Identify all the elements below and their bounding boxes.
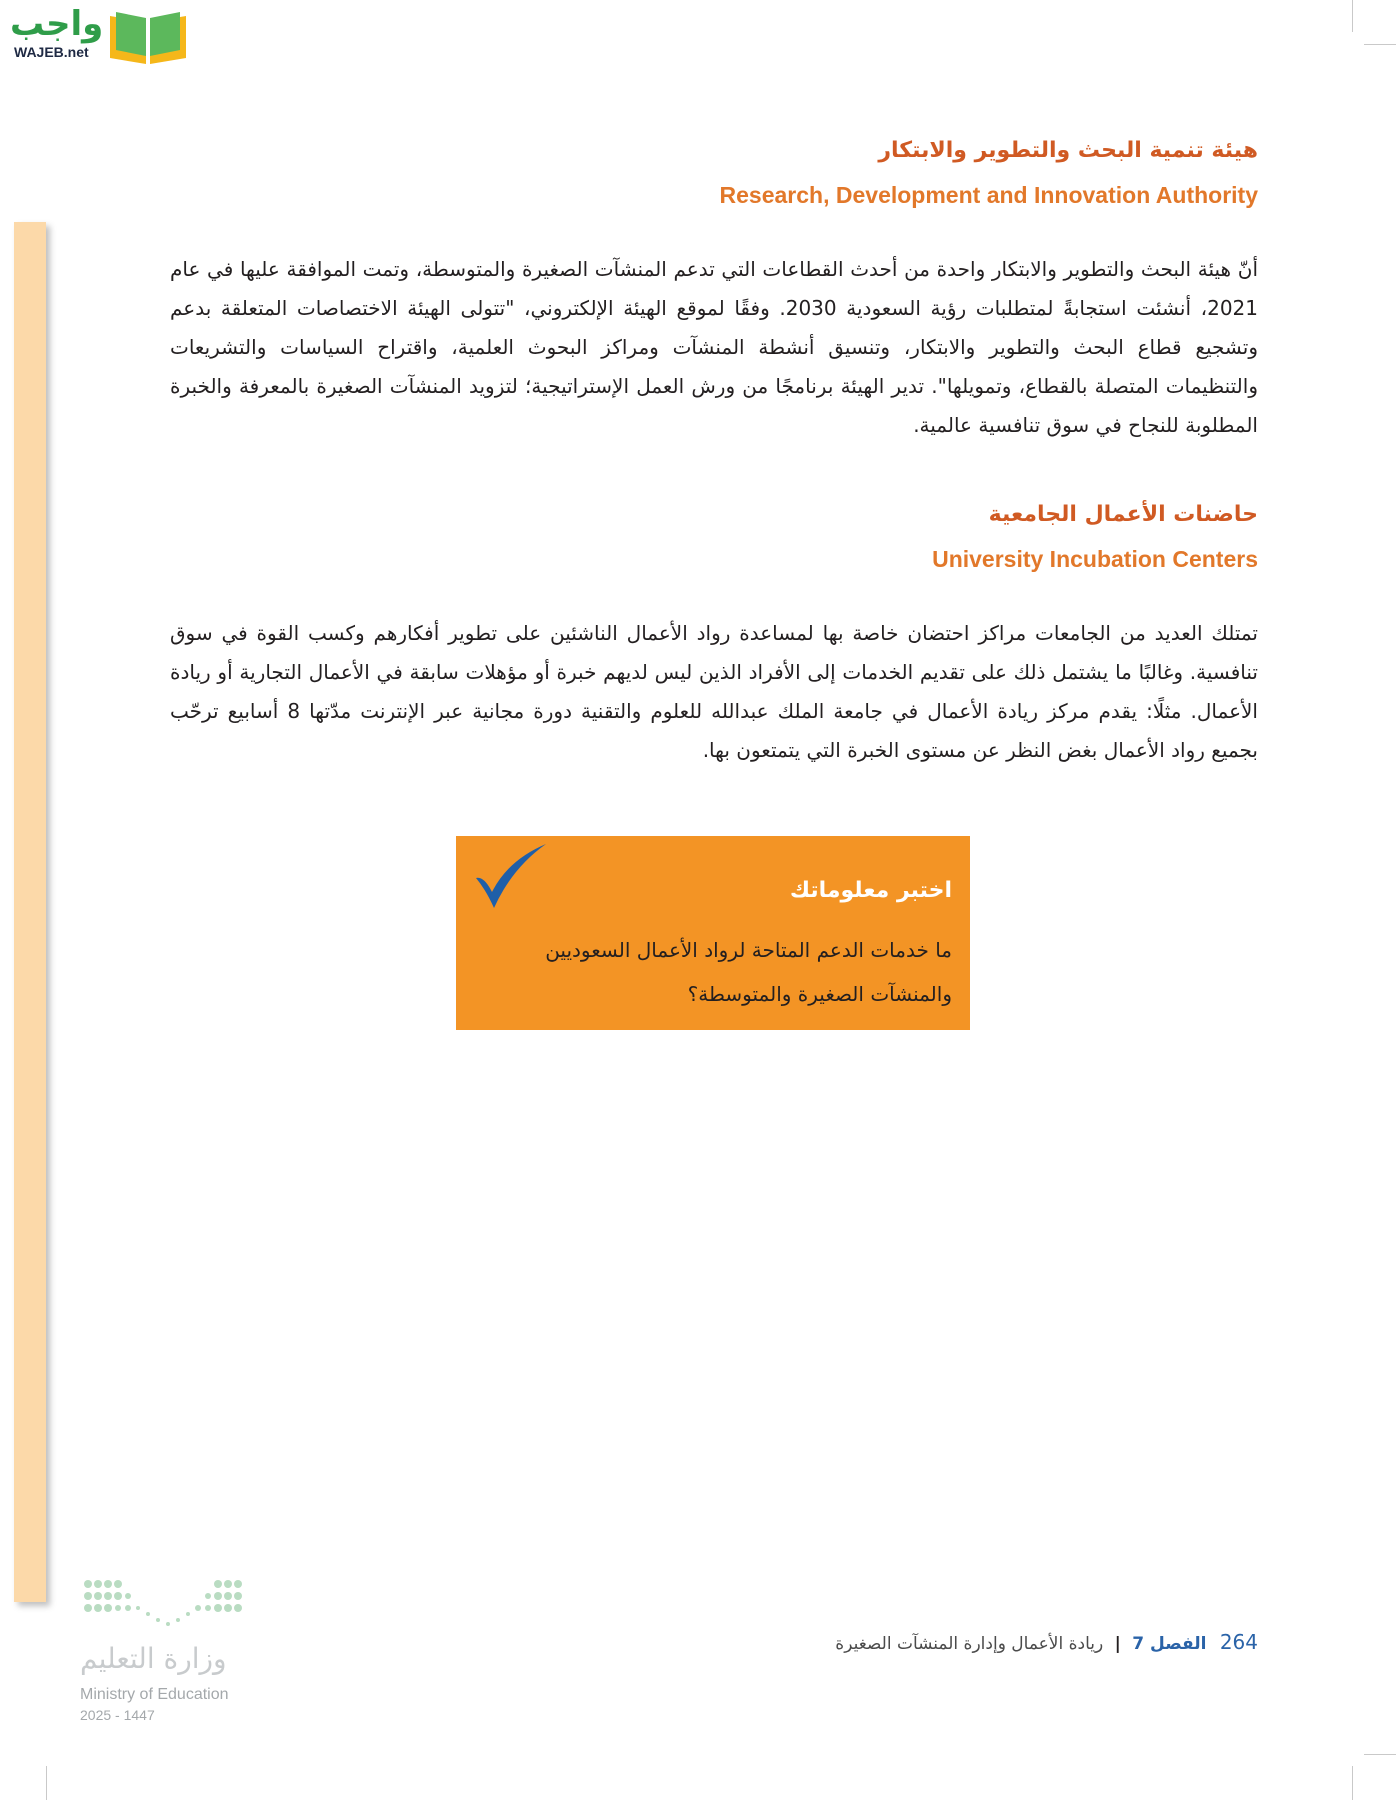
section2-paragraph: تمتلك العديد من الجامعات مراكز احتضان خاصة بها لمساعدة رواد الأعمال الناشئين على تطوير أفكارهم وكسب القوة في سوق تنافسية. وغالبًا ما يشتمل ذلك على تقديم الخدمات إلى الأفراد الذين ليس لديهم خبرة أو مؤهلات سابقة في الأعمال التجارية أو ريادة الأعمال. مثلًا: يقدم مركز ريادة الأعمال في جامعة الملك عبدالله للعلوم والتقنية دورة مجانية عبر الإنترنت مدّتها 8 أسابيع ترحّب بجميع رواد الأعمال بغض النظر عن مستوى الخبرة التي يتمتعون بها. [170,621,1258,762]
crop-mark-bottom-right-vertical [1352,1766,1353,1800]
ministry-year: 2025 - 1447 [80,1707,155,1723]
crop-mark-bottom-right-horizontal [1364,1754,1396,1755]
logo-latin-text: WAJEB.net [14,44,89,60]
page-footer [835,1630,1258,1654]
page-number: 264 [1219,1630,1258,1654]
site-logo[interactable] [10,4,190,68]
chapter-label: الفصل 7 [1132,1634,1207,1654]
ministry-name-arabic: وزارة التعليم [80,1642,227,1675]
checkmark-icon [472,842,552,912]
side-color-bar [14,222,46,1602]
footer-separator: | [1114,1634,1121,1654]
quiz-title: اختبر معلوماتك [789,878,952,903]
ministry-dots-icon [82,1578,252,1638]
section2-title-arabic: حاضنات الأعمال الجامعية [988,502,1258,527]
section1-title-arabic: هيئة تنمية البحث والتطوير والابتكار [878,138,1258,163]
section1-title-english: Research, Development and Innovation Authority [719,182,1258,208]
logo-arabic-text: واجب [10,4,104,44]
section1-paragraph: أنّ هيئة البحث والتطوير والابتكار واحدة من أحدث القطاعات التي تدعم المنشآت الصغيرة والمتوسطة، وتمت الموافقة عليها في عام 2021، أنشئت استجابةً لمتطلبات رؤية السعودية 2030. وفقًا لموقع الهيئة الإلكتروني، "تتولى الهيئة الاختصاصات المتعلقة بدعم وتشجيع قطاع البحث والتطوير والابتكار، وتنسيق أنشطة المنشآت ومراكز البحوث العلمية، واقتراح السياسات والتشريعات والتنظيمات المتصلة بالقطاع، وتمويلها". تدير الهيئة برنامجًا من ورش العمل الإستراتيجية؛ لتزويد المنشآت الصغيرة بالمعرفة والخبرة المطلوبة للنجاح في سوق تنافسية عالمية. [170,257,1258,437]
crop-mark-bottom-vertical [46,1766,47,1800]
crop-mark-top-vertical [1352,0,1353,32]
book-logo-icon [106,6,190,66]
ministry-name-english: Ministry of Education [80,1686,229,1703]
chapter-title: ريادة الأعمال وإدارة المنشآت الصغيرة [835,1634,1104,1654]
quiz-question: ما خدمات الدعم المتاحة لرواد الأعمال السعوديين والمنشآت الصغيرة والمتوسطة؟ [545,938,952,1006]
crop-mark-top-horizontal [1364,44,1396,45]
section2-title-english: University Incubation Centers [932,546,1258,572]
